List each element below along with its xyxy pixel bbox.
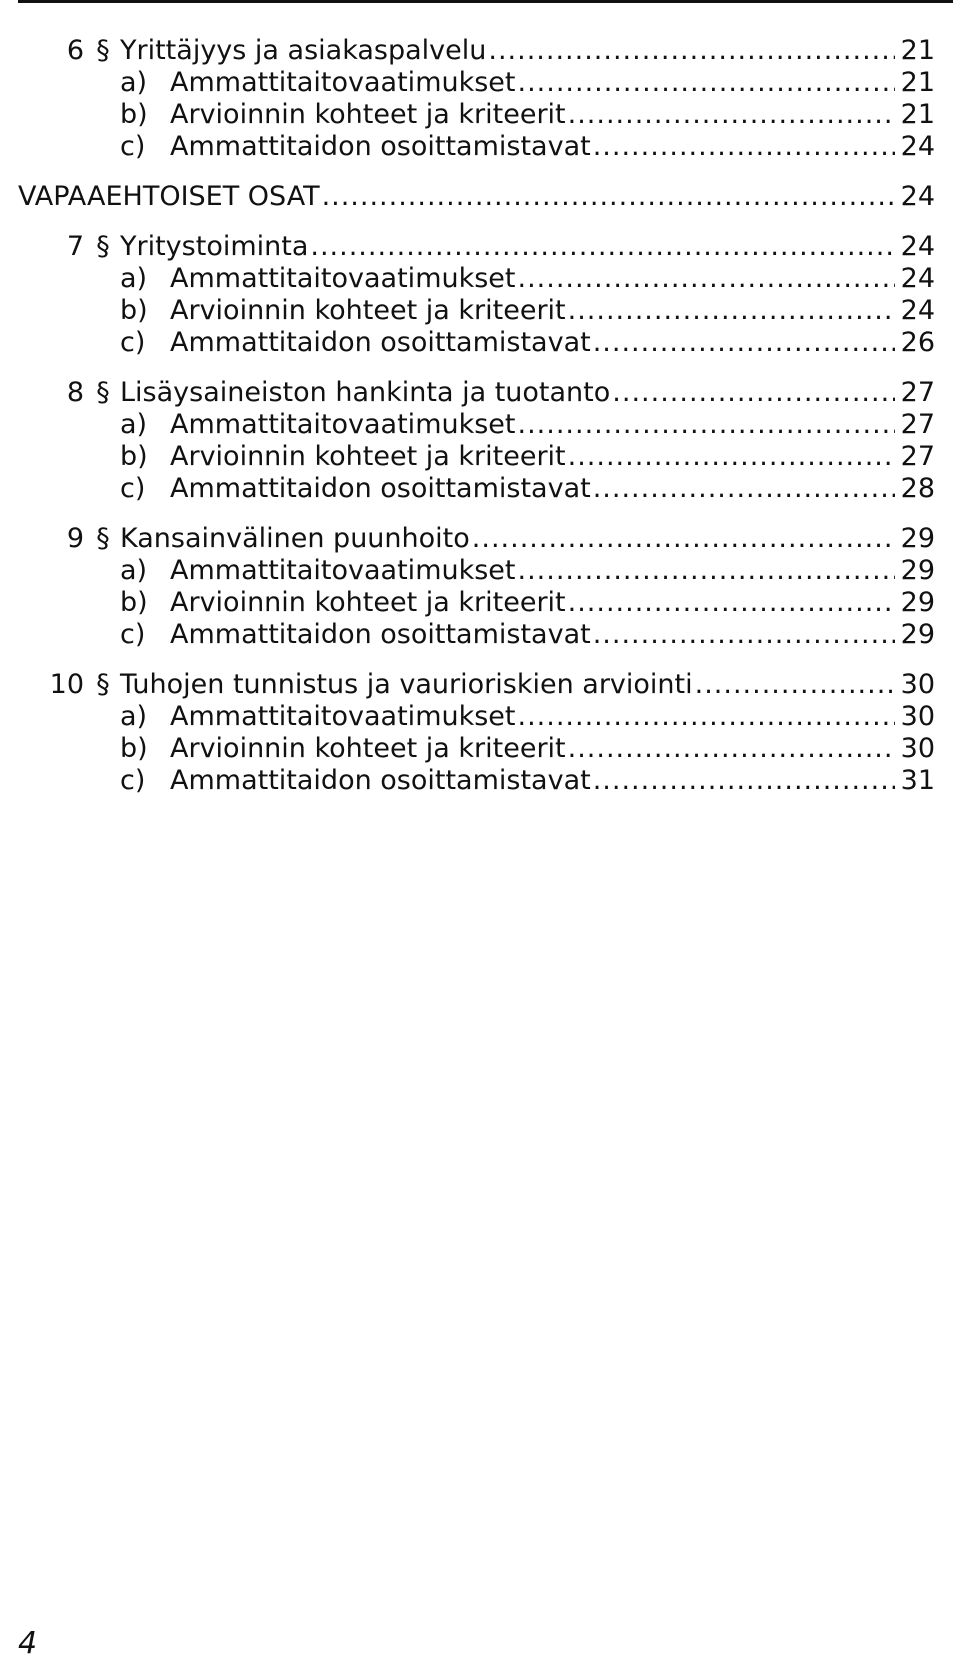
toc-page-number: 24 — [900, 131, 935, 162]
toc-row — [0, 441, 960, 473]
section-number: 10 — [49, 669, 84, 700]
top-rule — [18, 0, 953, 3]
toc-entry-label: Ammattitaitovaatimukset — [170, 263, 516, 294]
toc-page-number: 29 — [900, 523, 935, 554]
toc-row — [0, 35, 960, 67]
toc-row — [0, 523, 960, 555]
item-marker: b) — [120, 733, 148, 764]
toc-entry-link[interactable] — [170, 441, 935, 473]
toc-page-number: 24 — [900, 231, 935, 262]
toc-row — [0, 619, 960, 651]
toc-row — [0, 377, 960, 409]
dot-leader — [593, 327, 895, 359]
toc-entry-label: Arvioinnin kohteet ja kriteerit — [170, 587, 566, 618]
toc-entry-link[interactable] — [170, 99, 935, 131]
toc-page-number: 31 — [900, 765, 935, 796]
toc-page-number: 21 — [900, 67, 935, 98]
toc-page-number: 30 — [900, 669, 935, 700]
item-marker: b) — [120, 587, 148, 618]
toc-page-number: 27 — [900, 409, 935, 440]
toc-page-number: 21 — [900, 35, 935, 66]
toc-row — [0, 99, 960, 131]
toc-row — [0, 409, 960, 441]
item-marker: c) — [120, 327, 146, 358]
toc-row — [0, 587, 960, 619]
toc-entry-label: Ammattitaitovaatimukset — [170, 409, 516, 440]
toc-entry-label: Ammattitaidon osoittamistavat — [170, 473, 591, 504]
toc-row — [0, 669, 960, 701]
item-marker: b) — [120, 295, 148, 326]
toc-page-number: 27 — [900, 441, 935, 472]
toc-entry-label: Yrittäjyys ja asiakaspalvelu — [120, 35, 487, 66]
dot-leader — [593, 131, 895, 163]
section-number: 9 — [66, 523, 84, 554]
toc-entry-link[interactable] — [170, 263, 935, 295]
dot-leader — [568, 295, 895, 327]
toc-entry-label: Arvioinnin kohteet ja kriteerit — [170, 295, 566, 326]
item-marker: b) — [120, 99, 148, 130]
dot-leader — [472, 523, 895, 555]
dot-leader — [518, 263, 895, 295]
item-marker: c) — [120, 473, 146, 504]
toc-row — [0, 131, 960, 163]
page-number: 4 — [18, 1626, 38, 1661]
toc-entry-label: Arvioinnin kohteet ja kriteerit — [170, 733, 566, 764]
toc-page-number: 29 — [900, 587, 935, 618]
dot-leader — [593, 473, 895, 505]
section-symbol-icon: § — [96, 35, 110, 66]
item-marker: c) — [120, 765, 146, 796]
toc-entry-label: Ammattitaidon osoittamistavat — [170, 327, 591, 358]
toc-page-number: 24 — [900, 181, 935, 212]
toc-entry-label: Ammattitaitovaatimukset — [170, 67, 516, 98]
toc-entry-link[interactable] — [170, 67, 935, 99]
toc-entry-link[interactable] — [120, 35, 935, 67]
toc-entry-link[interactable] — [120, 669, 935, 701]
toc-page-number: 24 — [900, 263, 935, 294]
item-marker: a) — [120, 701, 148, 732]
toc-entry-link[interactable] — [120, 377, 935, 409]
section-number: 8 — [66, 377, 84, 408]
item-marker: a) — [120, 263, 148, 294]
item-marker: c) — [120, 131, 146, 162]
dot-leader — [568, 441, 895, 473]
toc-page-number: 26 — [900, 327, 935, 358]
toc-row — [0, 263, 960, 295]
toc-row — [0, 181, 960, 213]
dot-leader — [518, 701, 895, 733]
toc-entry-label: Kansainvälinen puunhoito — [120, 523, 470, 554]
toc-entry-link[interactable] — [170, 619, 935, 651]
section-symbol-icon: § — [96, 377, 110, 408]
section-symbol-icon: § — [96, 669, 110, 700]
toc-entry-link[interactable] — [170, 131, 935, 163]
toc-page-number: 28 — [900, 473, 935, 504]
toc-row — [0, 765, 960, 797]
dot-leader — [518, 555, 895, 587]
toc-entry-label: Ammattitaitovaatimukset — [170, 701, 516, 732]
toc-entry-label: Ammattitaidon osoittamistavat — [170, 131, 591, 162]
item-marker: a) — [120, 409, 148, 440]
toc-entry-link[interactable] — [170, 555, 935, 587]
section-number: 6 — [66, 35, 84, 66]
item-marker: a) — [120, 555, 148, 586]
section-number: 7 — [66, 231, 84, 262]
dot-leader — [593, 765, 895, 797]
toc-row — [0, 555, 960, 587]
toc-entry-link[interactable] — [120, 231, 935, 263]
toc-page-number: 27 — [900, 377, 935, 408]
toc-page-number: 29 — [900, 619, 935, 650]
toc-entry-link[interactable] — [170, 473, 935, 505]
toc-entry-label: Ammattitaidon osoittamistavat — [170, 765, 591, 796]
toc-entry-label: Ammattitaitovaatimukset — [170, 555, 516, 586]
toc-entry-label: Yritystoiminta — [120, 231, 309, 262]
toc-entry-link[interactable] — [170, 327, 935, 359]
item-marker: a) — [120, 67, 148, 98]
dot-leader — [568, 99, 895, 131]
toc-page-number: 30 — [900, 733, 935, 764]
toc-entry-link[interactable] — [170, 409, 935, 441]
toc-page-number: 21 — [900, 99, 935, 130]
dot-leader — [695, 669, 895, 701]
toc-entry-link[interactable] — [170, 587, 935, 619]
item-marker: c) — [120, 619, 146, 650]
toc-entry-link[interactable] — [170, 295, 935, 327]
toc-entry-link[interactable] — [120, 523, 935, 555]
toc-row — [0, 701, 960, 733]
toc-entry-label: Lisäysaineiston hankinta ja tuotanto — [120, 377, 611, 408]
toc-row — [0, 733, 960, 765]
toc-heading-label: VAPAAEHTOISET OSAT — [18, 181, 320, 212]
dot-leader — [518, 409, 895, 441]
dot-leader — [612, 377, 895, 409]
dot-leader — [568, 733, 895, 765]
toc-page-number: 24 — [900, 295, 935, 326]
section-symbol-icon: § — [96, 231, 110, 262]
item-marker: b) — [120, 441, 148, 472]
toc-row — [0, 67, 960, 99]
dot-leader — [322, 181, 895, 213]
toc-entry-label: Arvioinnin kohteet ja kriteerit — [170, 99, 566, 130]
toc-entry-label: Arvioinnin kohteet ja kriteerit — [170, 441, 566, 472]
toc-entry-link[interactable] — [170, 765, 935, 797]
toc-entry-link[interactable] — [18, 181, 935, 213]
toc-row — [0, 473, 960, 505]
dot-leader — [310, 231, 895, 263]
toc-page-number: 30 — [900, 701, 935, 732]
toc-page-number: 29 — [900, 555, 935, 586]
toc-entry-link[interactable] — [170, 701, 935, 733]
dot-leader — [568, 587, 895, 619]
section-symbol-icon: § — [96, 523, 110, 554]
dot-leader — [593, 619, 895, 651]
toc-row — [0, 231, 960, 263]
toc-row — [0, 327, 960, 359]
dot-leader — [488, 35, 895, 67]
dot-leader — [518, 67, 895, 99]
toc-entry-label: Tuhojen tunnistus ja vaurioriskien arviointi — [120, 669, 693, 700]
toc-entry-link[interactable] — [170, 733, 935, 765]
toc-row — [0, 295, 960, 327]
toc-entry-label: Ammattitaidon osoittamistavat — [170, 619, 591, 650]
